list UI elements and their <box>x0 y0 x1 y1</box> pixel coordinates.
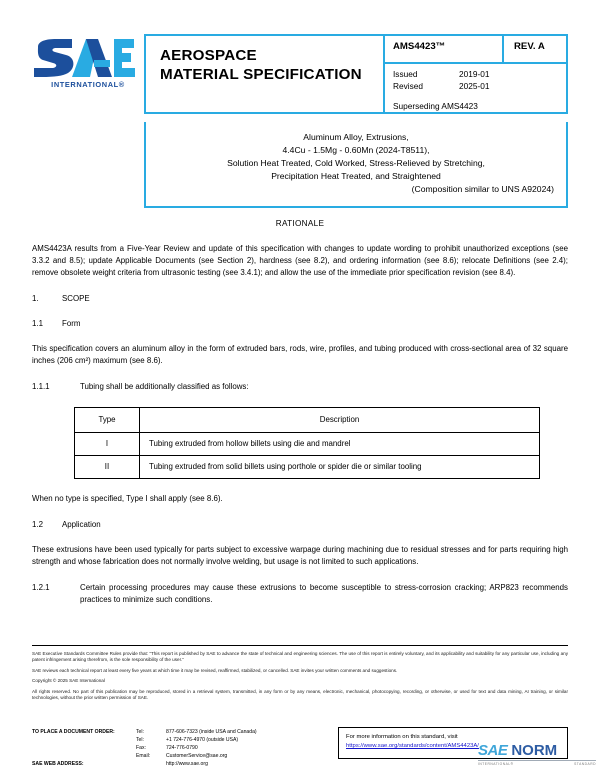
watermark-word-2: NORM <box>511 742 558 759</box>
footer-review-text: SAE reviews each technical report at least every five years at which time it may be revised, reaffirmed, stabilized, or cancelled. SAE invites your written comments and suggestions. <box>32 667 398 673</box>
cell-type: II <box>75 455 140 478</box>
section-1-label: SCOPE <box>62 294 90 304</box>
section-1-number: 1. <box>32 294 39 304</box>
header-title-line1: AEROSPACE <box>160 47 257 64</box>
table-header-row <box>75 408 540 433</box>
order-contact-block <box>32 729 352 768</box>
column-header-description: Description <box>140 408 540 433</box>
section-1-2-1 <box>32 582 568 606</box>
tel2-label: Tel: <box>136 736 144 743</box>
order-spacer <box>32 745 136 753</box>
tel-label: Tel: <box>136 729 144 735</box>
watermark-sub-left: INTERNATIONAL® <box>478 762 514 766</box>
order-spacer <box>32 737 136 745</box>
footer-rights-text: All rights reserved. No part of this publication may be reproduced, stored in a retrieval system, transmitted, in any form or by any means, electronic, mechanical, photocopying, recording, or otherwise, or used for text and data mining, AI training, or similar technologies, without the prior written permission of SAE. <box>32 688 568 701</box>
web-spacer <box>136 761 166 769</box>
web-value: http://www.sae.org <box>166 760 208 767</box>
standard-link[interactable]: https://www.sae.org/standards/content/AMS4423A/ <box>346 743 479 750</box>
section-1-1-1-text: Tubing shall be additionally classified as follows: <box>80 382 249 392</box>
section-1-1-number: 1.1 <box>32 319 43 329</box>
section-1-heading <box>32 293 568 305</box>
subtitle-line-5: (Composition similar to UNS A92024) <box>411 184 554 195</box>
after-table-note: When no type is specified, Type I shall apply (see 8.6). <box>32 493 223 503</box>
footer-rules-text: SAE Executive Standards Committee Rules provide that: “This report is published by SAE to advance the state of technical and engineering sciences. The use of this report is entirely voluntary, and its applicability and suitability for any particular use, including any patent infringement arising therefrom, is the sole responsibility of the user.” <box>32 651 568 663</box>
rationale-paragraph: AMS4423A results from a Five-Year Review and update of this specification with changes to update wording to prohibit unauthorized exceptions (see 3.3.2 and 8.5); update Applicable Documents (see Section 2), hardness (see 8.2), and ordering information (see 8.6); relocate Definitions (see 2.4); remove obsolete weight criteria from ultrasonic testing (see 3.4.1); and allow the use of the immediate prior specification revision (see 8.4). <box>32 244 568 278</box>
email-value: CustomerService@sae.org <box>166 752 228 759</box>
footer-legal <box>32 645 568 707</box>
cell-description: Tubing extruded from hollow billets using die and mandrel <box>140 432 540 455</box>
watermark-rule <box>478 760 596 761</box>
section-1-1-1 <box>32 381 568 393</box>
section-1-2-text: These extrusions have been used typically for parts subject to excessive warpage during machining due to residual stresses and for parts requiring high strength and whose fabrication does not normally involve welding, but usage is not limited to such applications. <box>32 544 568 566</box>
more-information-box <box>338 727 568 759</box>
section-1-2-label: Application <box>62 519 101 529</box>
issued-value: 2019-01 <box>459 69 490 79</box>
email-label: Email: <box>136 752 151 759</box>
sae-logo-subtitle: INTERNATIONAL® <box>51 80 125 89</box>
header-title-cell <box>146 36 385 112</box>
order-row-email <box>32 753 352 761</box>
table-row <box>75 455 540 478</box>
revised-label: Revised <box>393 80 423 91</box>
section-1-1-text: This specification covers an aluminum alloy in the form of extruded bars, rods, wire, profiles, and tubing produced with cross-sectional area of 32 square inches (206 cm²) maximum (see 8.6). <box>32 344 568 366</box>
fax-value: 724-776-0790 <box>166 744 198 751</box>
watermark-word-1: SAE <box>478 742 508 759</box>
section-1-2-heading <box>32 519 568 531</box>
fax-label: Fax: <box>136 744 146 751</box>
section-1-2-number: 1.2 <box>32 519 43 529</box>
sae-logo <box>32 34 144 89</box>
cell-description: Tubing extruded from solid billets using porthole or spider die or similar tooling <box>140 455 540 478</box>
document-body <box>32 218 568 620</box>
more-information-text: For more information on this standard, visit <box>346 734 458 740</box>
order-row-fax <box>32 745 352 753</box>
watermark-sub-right: STANDARD <box>574 762 596 766</box>
section-1-1-1-number: 1.1.1 <box>32 382 50 392</box>
table-row <box>75 432 540 455</box>
order-row-tel2 <box>32 737 352 745</box>
issued-label: Issued <box>393 69 418 79</box>
header-info-table <box>144 34 568 114</box>
column-header-type: Type <box>75 408 140 433</box>
subtitle-line-4: Precipitation Heat Treated, and Straightened <box>271 171 441 182</box>
revised-value: 2025-01 <box>459 80 490 91</box>
rationale-heading: RATIONALE <box>275 219 325 228</box>
cell-type: I <box>75 432 140 455</box>
header-title-line2: MATERIAL SPECIFICATION <box>160 66 362 84</box>
superseding-text: Superseding AMS4423 <box>393 100 478 111</box>
subtitle-box <box>144 122 568 208</box>
footer-copyright: Copyright © 2025 SAE International <box>32 678 105 684</box>
document-dates <box>385 64 566 112</box>
document-revision: REV. A <box>514 41 545 52</box>
subtitle-line-3: Solution Heat Treated, Cold Worked, Stress-Relieved by Stretching, <box>227 158 485 169</box>
subtitle-line-1: Aluminum Alloy, Extrusions, <box>303 132 409 142</box>
order-label: TO PLACE A DOCUMENT ORDER: <box>32 729 115 735</box>
tel2-value: +1 724-776-4970 (outside USA) <box>166 736 239 743</box>
sae-logo-icon <box>32 38 136 78</box>
section-1-2-1-text: Certain processing procedures may cause these extrusions to become susceptible to stress-corrosion cracking; ARP823 recommends practices to minimize such conditions. <box>80 582 568 604</box>
tel-value: 877-606-7323 (inside USA and Canada) <box>166 729 257 735</box>
subtitle-line-2: 4.4Cu - 1.5Mg - 0.60Mn (2024-T8511), <box>282 145 430 156</box>
section-1-1-heading <box>32 318 568 330</box>
order-row-web <box>32 761 352 769</box>
order-spacer <box>32 753 136 761</box>
section-1-2-1-number: 1.2.1 <box>32 582 50 592</box>
document-number: AMS4423™ <box>385 36 504 62</box>
web-label: SAE WEB ADDRESS: <box>32 760 84 767</box>
document-header <box>32 34 568 114</box>
section-1-1-label: Form <box>62 319 81 329</box>
order-row-tel1 <box>32 729 352 737</box>
tubing-type-table <box>74 407 540 479</box>
